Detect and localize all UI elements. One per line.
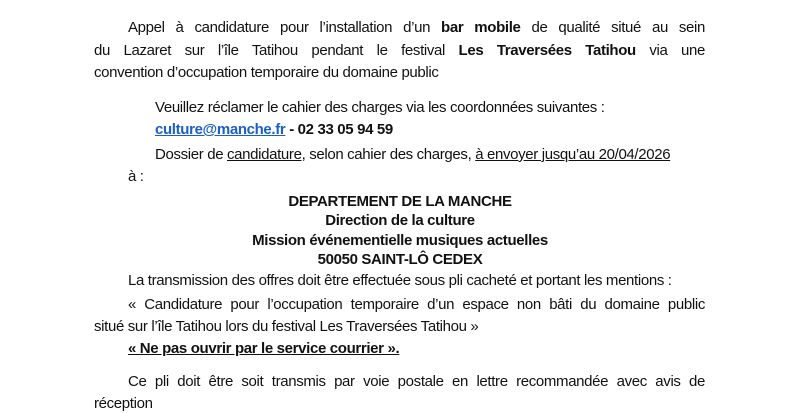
mention-line-1: « Candidature pour l’occupation temporaire d’un espace non bâti du domaine public [128,296,705,313]
deadline: à envoyer jusqu’au 20/04/2026 [475,146,671,163]
intro-line-2: du Lazaret sur l’île Tatihou pendant le festival Les Traversées Tatihou via une [94,42,705,59]
intro-line-1: Appel à candidature pour l’installation d’un bar mobile de qualité situé au sein [128,19,706,36]
email-link[interactable]: culture@manche.fr [155,121,286,138]
address-city: 50050 SAINT-LÔ CEDEX [317,251,483,268]
mention-line-2: situé sur l’île Tatihou lors du festival Les Traversées Tatihou » [94,318,479,335]
contact-details [155,121,393,139]
dossier-line: Dossier de candidature, selon cahier des charges, à envoyer jusqu’au 20/04/2026 [155,146,671,163]
intro-line-3: convention d’occupation temporaire du domaine public [94,64,439,81]
phone-number: - 02 33 05 94 59 [285,121,393,138]
dossier-to: à : [128,168,144,185]
contact-instructions: Veuillez réclamer le cahier des charges via les coordonnées suivantes : [155,99,605,116]
address-department: DEPARTEMENT DE LA MANCHE [288,193,512,210]
address-direction: Direction de la culture [325,212,475,229]
postal-line-1: Ce pli doit être soit transmis par voie postale en lettre recommandée avec avis de [128,373,705,390]
postal-line-2: réception [94,395,153,412]
mention-do-not-open: « Ne pas ouvrir par le service courrier ». [128,340,400,357]
address-mission: Mission événementielle musiques actuelles [252,232,548,249]
transmission-intro: La transmission des offres doit être effectuée sous pli cacheté et portant les mentions : [128,272,672,289]
